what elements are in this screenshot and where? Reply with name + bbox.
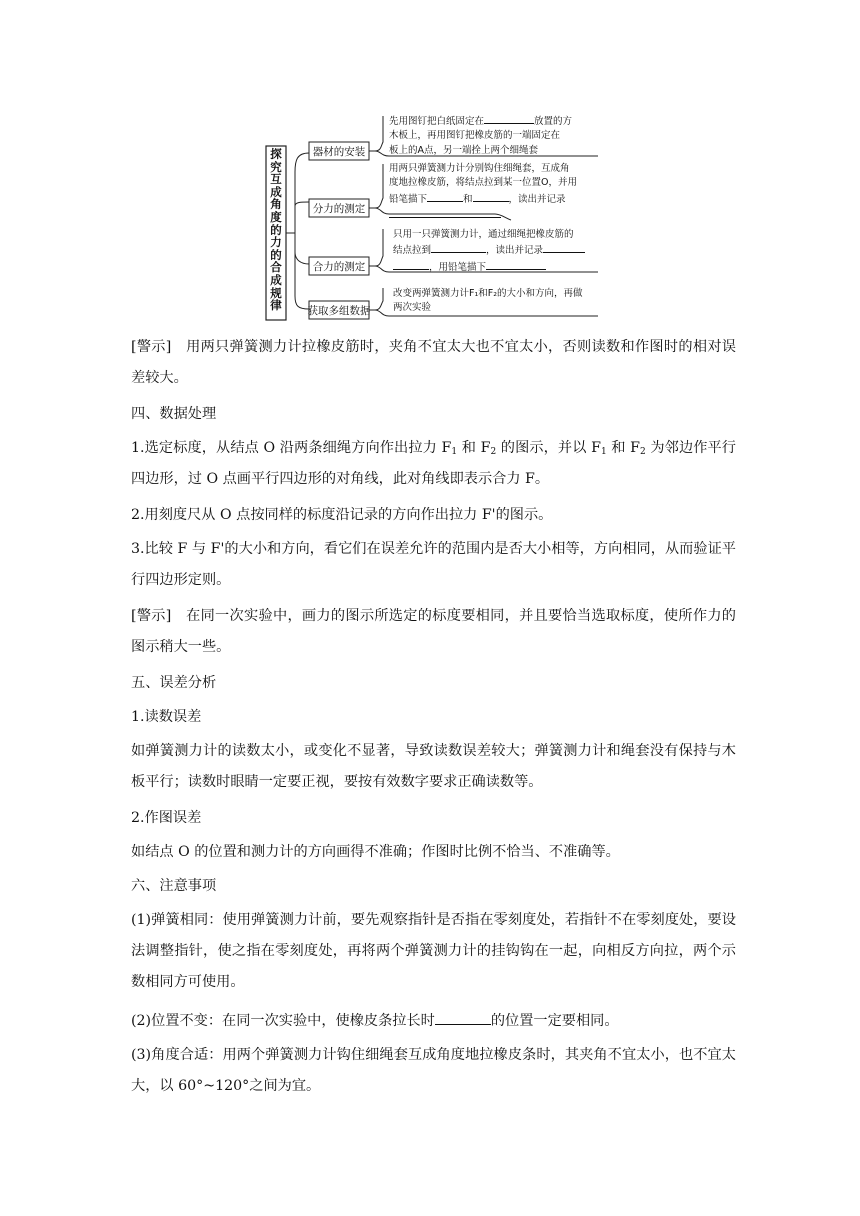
subheading-drawing-error: 2.作图误差	[131, 810, 202, 826]
concept-map-diagram	[265, 112, 600, 322]
fill-blank	[431, 242, 486, 253]
node-multiple-data: 获取多组数据	[307, 305, 371, 317]
reading-error-paragraph: 如弹簧测力计的读数太小，或变化不显著，导致读数误差较大；弹簧测力计和绳套没有保持与木板平行；读数时眼睛一定要正视，要按有效数字要求正确读数等。	[131, 743, 736, 790]
desc-equipment-setup: 先用图钉把白纸固定在 放置的方 木板上，再用图钉把橡皮筋的一端固定在 板上的A点，另一端拴上两个细绳套	[389, 113, 572, 158]
desc-resultant-force: 只用一只弹簧测力计，通过细绳把橡皮筋的 结点拉到 ，读出并记录 ，用铅笔描下	[393, 228, 585, 275]
fill-blank	[393, 259, 429, 270]
fill-blank	[484, 113, 534, 124]
section-heading-data-processing: 四、数据处理	[131, 406, 217, 422]
step-2-paragraph: 2.用刻度尺从 O 点按同样的标度沿记录的方向作出拉力 F'的图示。	[131, 507, 553, 523]
fill-blank	[543, 242, 585, 253]
fill-blank	[473, 191, 509, 202]
fill-blank	[486, 259, 546, 270]
node-equipment-setup: 器材的安装	[312, 146, 366, 158]
fill-blank	[435, 1012, 491, 1025]
precaution-2-paragraph: (2)位置不变：在同一次实验中，使橡皮条拉长时 的位置一定要相同。	[131, 1013, 619, 1029]
root-node-label: 探究互成角度的力的合成规律	[270, 147, 282, 313]
desc-multiple-data: 改变两弹簧测力计F₁和F₂的大小和方向，再做 两次实验	[393, 288, 583, 314]
fill-blank	[427, 191, 463, 202]
step-1-paragraph: 1.选定标度，从结点 O 沿两条细绳方向作出拉力 $F_1$ 和 $F_2$ 的图示，并以 $F_1$ 和 $F_2$ 为邻边作平行四边形，过 O 点画平行四边形的对角线，此对角线即表示合力 F。	[131, 440, 736, 487]
step-3-paragraph: 3.比较 F 与 F'的大小和方向，看它们在误差允许的范围内是否大小相等，方向相同，从而验证平行四边形定则。	[131, 541, 736, 588]
precaution-1-paragraph: (1)弹簧相同：使用弹簧测力计前，要先观察指针是否指在零刻度处，若指针不在零刻度处，要设法调整指针，使之指在零刻度处，再将两个弹簧测力计的挂钩钩在一起，向相反方向拉，两个示数相同方可使用。	[131, 912, 736, 990]
warning-paragraph-1: [警示] 用两只弹簧测力计拉橡皮筋时，夹角不宜太大也不宜太小，否则读数和作图时的相对误差较大。	[131, 339, 736, 386]
warning-paragraph-2: [警示] 在同一次实验中，画力的图示所选定的标度要相同，并且要恰当选取标度，使所作力的图示稍大一些。	[131, 608, 736, 655]
desc-component-force: 用两只弹簧测力计分别钩住细绳套，互成角 度地拉橡皮筋，将结点拉到某一位置O，并用 铅笔描下 和 ，读出并记录	[389, 162, 577, 224]
node-component-force: 分力的测定	[312, 203, 366, 215]
precaution-3-paragraph: (3)角度合适：用两个弹簧测力计钩住细绳套互成角度地拉橡皮条时，其夹角不宜太小，也不宜太大，以 60°~120°之间为宜。	[131, 1047, 736, 1094]
node-resultant-force: 合力的测定	[312, 261, 366, 273]
drawing-error-paragraph: 如结点 O 的位置和测力计的方向画得不准确；作图时比例不恰当、不准确等。	[131, 844, 620, 860]
section-heading-precautions: 六、注意事项	[131, 878, 217, 894]
fill-blank	[389, 207, 501, 218]
subheading-reading-error: 1.读数误差	[131, 709, 202, 725]
section-heading-error-analysis: 五、误差分析	[131, 675, 217, 691]
